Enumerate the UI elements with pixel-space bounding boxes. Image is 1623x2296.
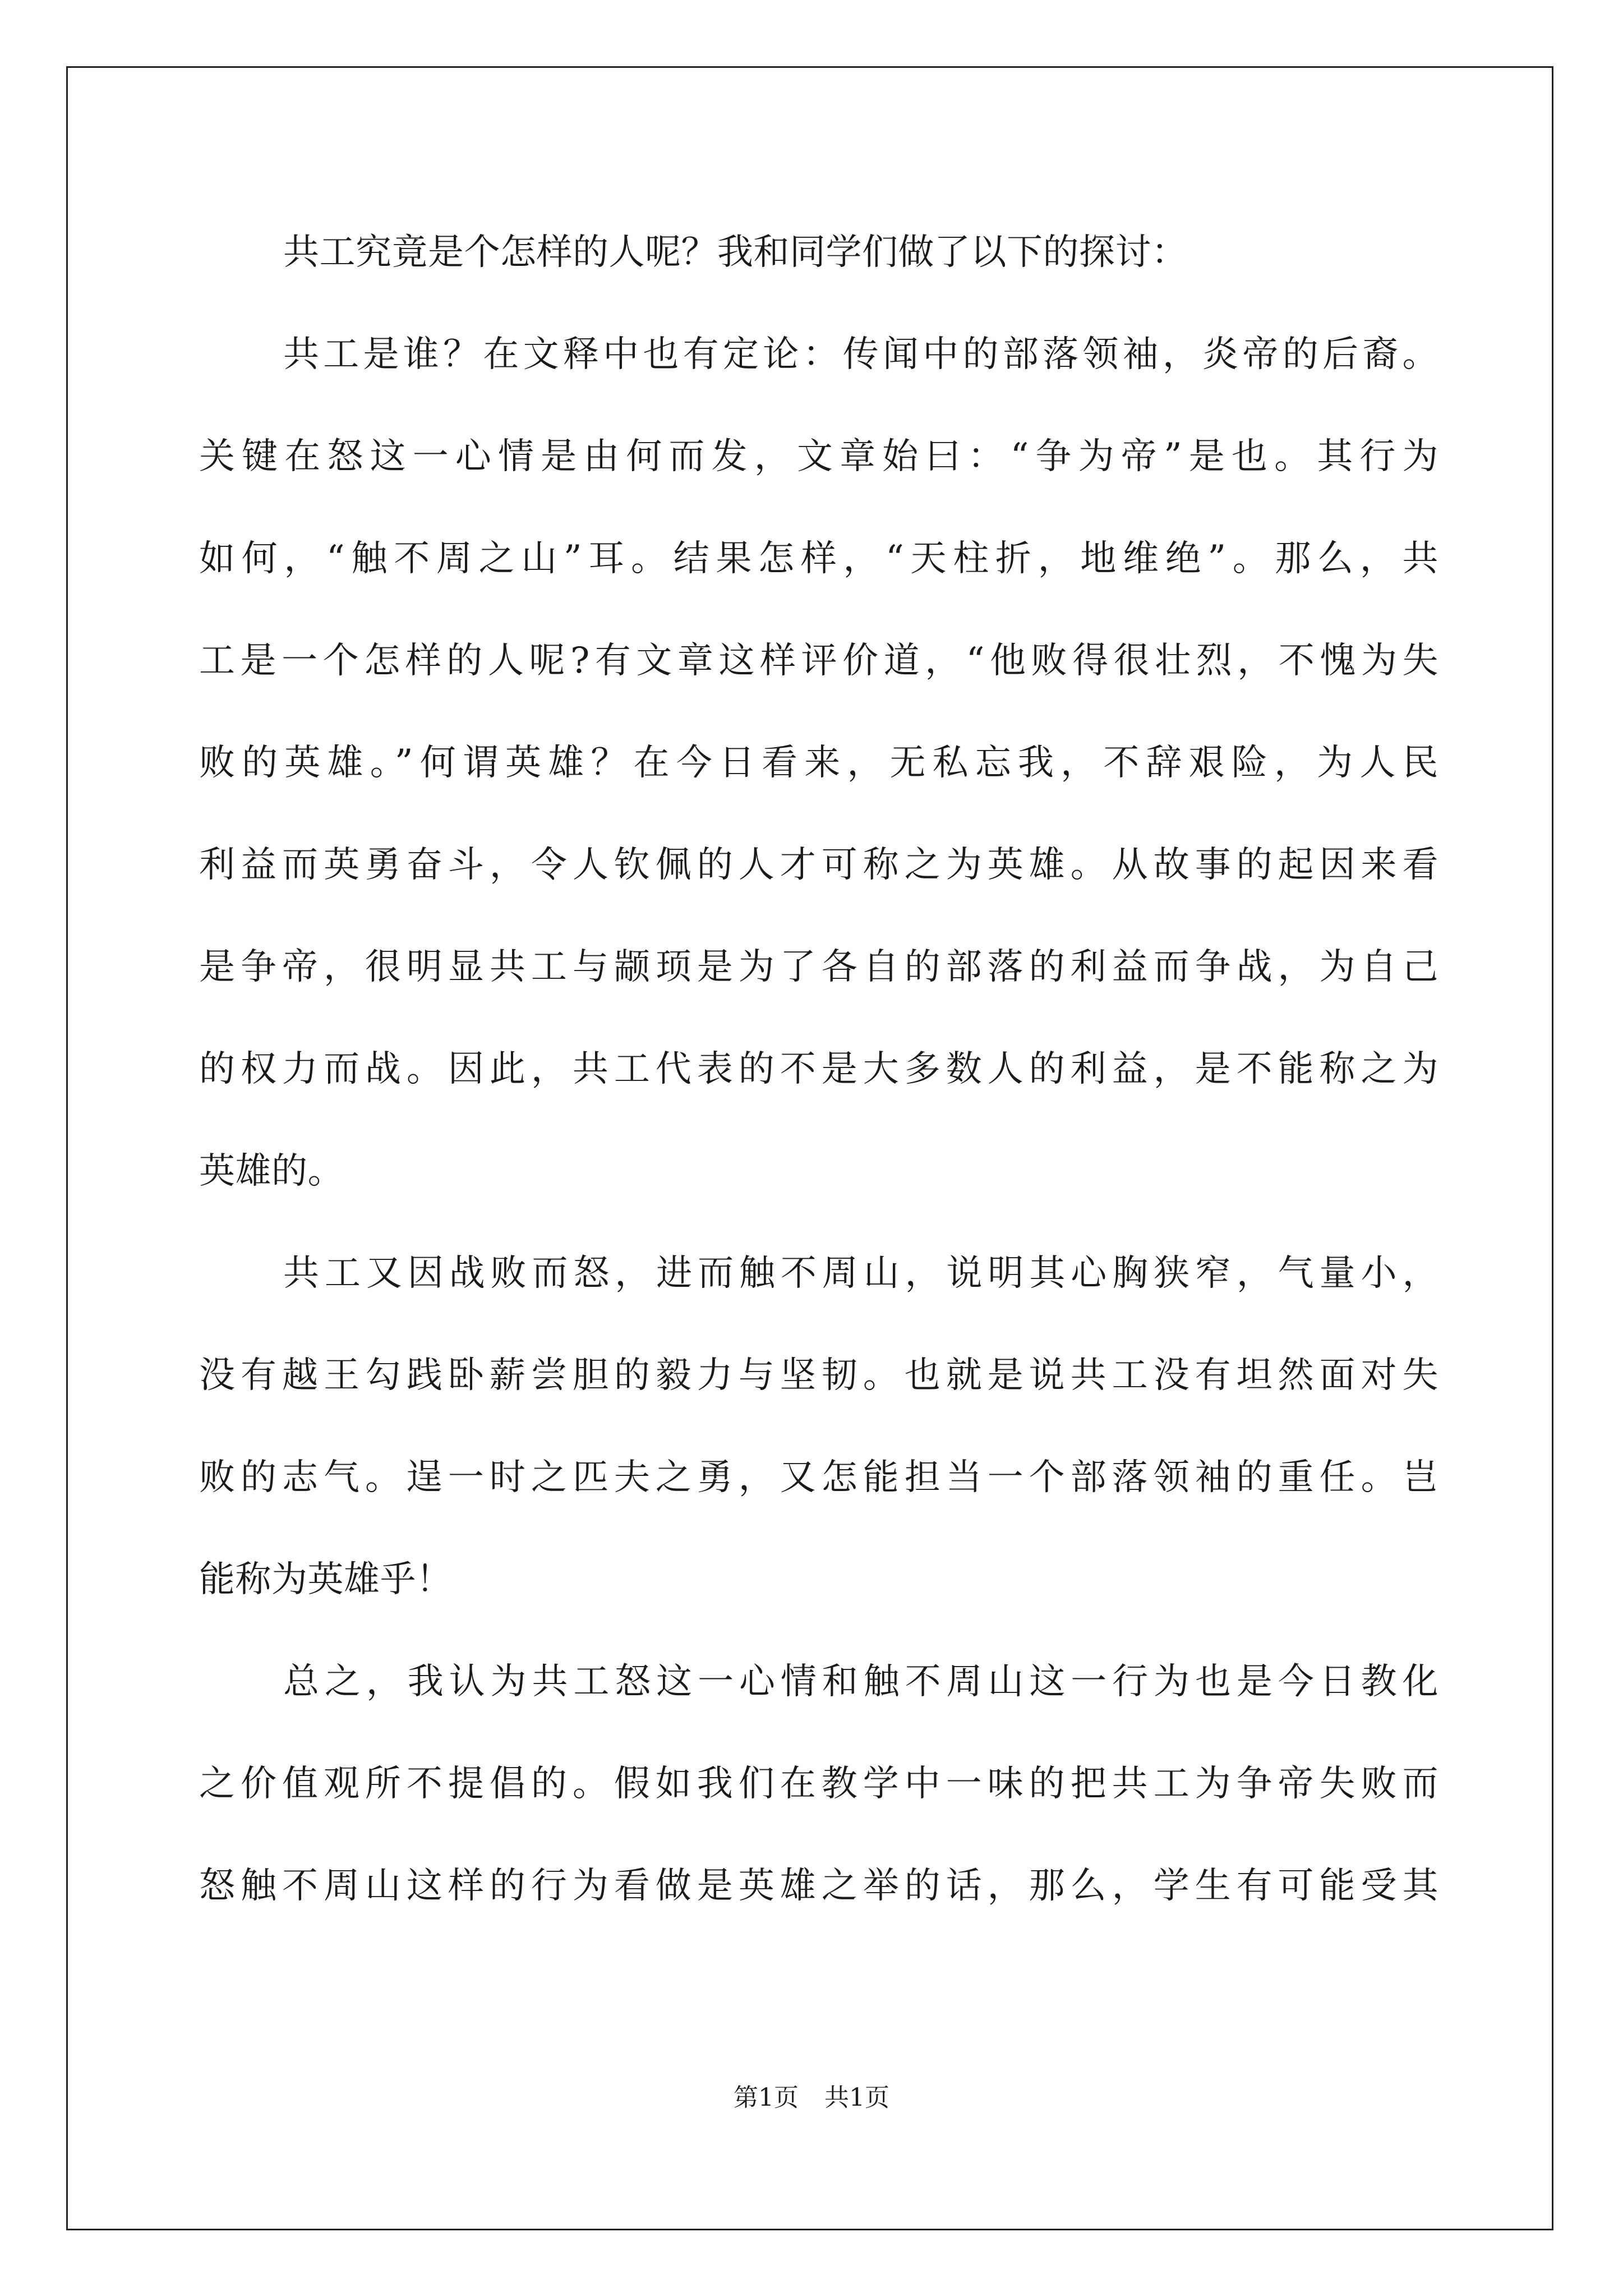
text-line: 共工是谁？在文释中也有定论：传闻中的部落领袖，炎帝的后裔。 <box>283 334 1438 375</box>
text-line: 英雄的。 <box>199 1151 344 1192</box>
text-line: 利益而英勇奋斗，令人钦佩的人才可称之为英雄。从故事的起因来看 <box>199 844 1438 886</box>
paragraph-3 <box>199 1243 1438 1651</box>
text-line: 是争帝，很明显共工与颛顼是为了各自的部落的利益而争战，为自己 <box>199 946 1438 988</box>
text-line: 没有越王勾践卧薪尝胆的毅力与坚韧。也就是说共工没有坦然面对失 <box>199 1355 1438 1396</box>
text-line: 共工又因战败而怒，进而触不周山，说明其心胸狭窄，气量小， <box>283 1253 1438 1294</box>
text-line: 关键在怒这一心情是由何而发，文章始曰：“争为帝”是也。其行为 <box>199 436 1438 477</box>
text-line: 败的志气。逞一时之匹夫之勇，又怎能担当一个部落领袖的重任。岂 <box>199 1457 1438 1498</box>
text-line: 如何，“触不周之山”耳。结果怎样，“天柱折，地维绝”。那么，共 <box>199 538 1438 579</box>
text-line: 的权力而战。因此，共工代表的不是大多数人的利益，是不能称之为 <box>199 1048 1438 1090</box>
text-line: 败的英雄。”何谓英雄？在今日看来，无私忘我，不辞艰险，为人民 <box>199 742 1438 784</box>
document-body <box>199 222 1438 1957</box>
page-number: 第1页 <box>734 2083 799 2112</box>
page-footer <box>0 2081 1623 2115</box>
paragraph-4 <box>199 1651 1438 1957</box>
page-total: 共1页 <box>824 2083 889 2112</box>
text-line: 共工究竟是个怎样的人呢？我和同学们做了以下的探讨： <box>283 232 1188 273</box>
text-line: 能称为英雄乎！ <box>199 1559 453 1600</box>
paragraph-1 <box>199 222 1438 324</box>
text-line: 总之，我认为共工怒这一心情和触不周山这一行为也是今日教化 <box>283 1661 1438 1703</box>
text-line: 工是一个怎样的人呢?有文章这样评价道，“他败得很壮烈，不愧为失 <box>199 640 1438 682</box>
text-line: 怒触不周山这样的行为看做是英雄之举的话，那么，学生有可能受其 <box>199 1865 1438 1907</box>
paragraph-2 <box>199 324 1438 1243</box>
text-line: 之价值观所不提倡的。假如我们在教学中一味的把共工为争帝失败而 <box>199 1763 1438 1805</box>
